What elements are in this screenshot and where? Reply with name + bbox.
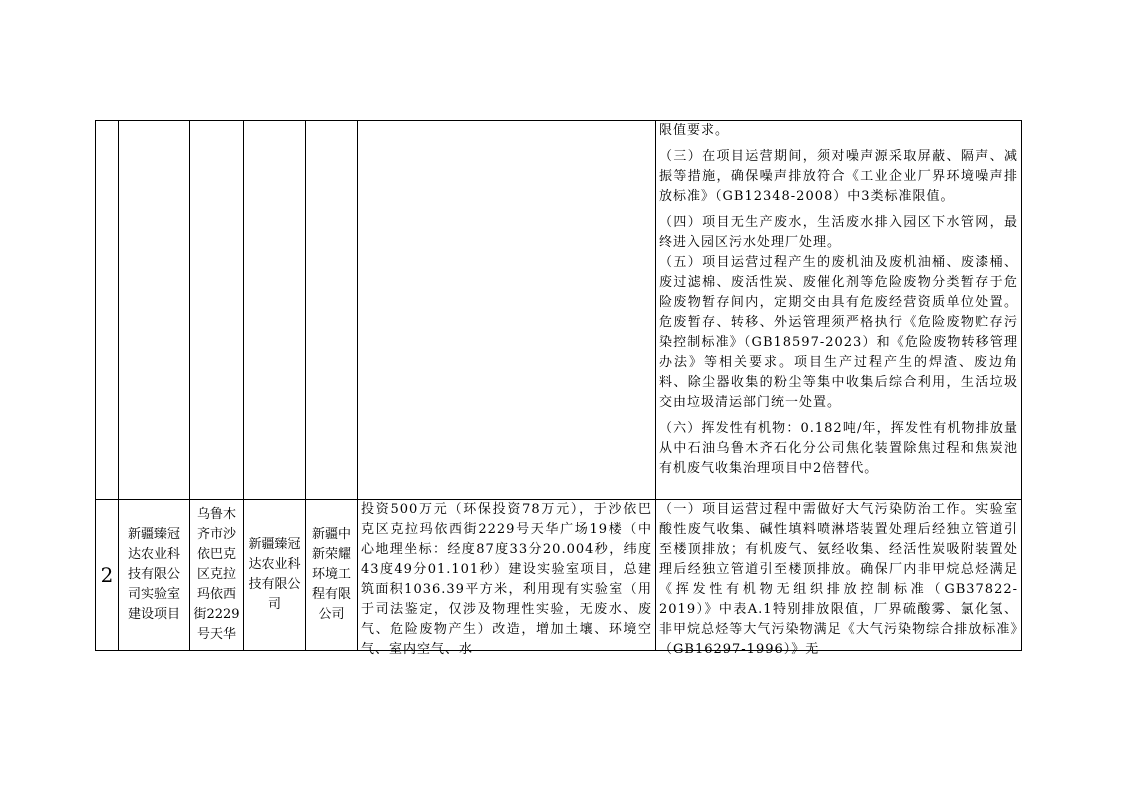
- eia-unit-name: 新疆中新荣耀环境工程有限公司: [311, 527, 351, 622]
- row1-builder-cell: [244, 121, 306, 500]
- project-overview: 投资500万元（环保投资78万元），于沙依巴克区克拉玛依西街2229号天华广场19楼（中心地理坐标：经度87度33分20.004秒，纬度43度49分01.101秒）建设实验室项目，总建筑面积1036.39平方米，利用现有实验室（用于司法鉴定，仅涉及物理性实验，无废水、废气、危险废物产生）改造，增加土壤、环境空气、室内空气、水: [361, 502, 652, 657]
- project-name: 新疆臻冠达农业科技有限公司实验室建设项目: [127, 527, 180, 622]
- table-row: [96, 121, 1022, 500]
- measures-text: （一）项目运营过程中需做好大气污染防治工作。实验室酸性废气收集、碱性填料喷淋塔装置处理后经独立管道引至楼顶排放；有机废气、氨经收集、经活性炭吸附装置处理后经独立管道引至楼顶排放。确保厂内非甲烷总烃满足《挥发性有机物无组织排放控制标准（GB37822-2019）》中表A.1特别排放限值，厂界硫酸雾、氯化氢、非甲烷总烃等大气污染物满足《大气污染物综合排放标准》（GB16297-1996）》无: [659, 502, 1018, 657]
- eia-unit-cell: [306, 500, 358, 651]
- measure-paragraph: 限值要求。: [659, 123, 730, 138]
- row-number: 2: [96, 500, 119, 651]
- builder-cell: [244, 500, 306, 651]
- row1-eia-unit-cell: [306, 121, 358, 500]
- row1-location-cell: [190, 121, 244, 500]
- measure-paragraph: （六）挥发性有机物：0.182吨/年，挥发性有机物排放量从中石油乌鲁木齐石化分公司焦化装置除焦过程和焦炭池有机废气收集治理项目中2倍替代。: [659, 421, 1018, 476]
- measure-paragraph: （五）项目运营过程产生的废机油及废机油桶、废漆桶、废过滤棉、废活性炭、废催化剂等危险废物分类暂存于危险废物暂存间内，定期交由具有危废经营资质单位处置。危废暂存、转移、外运管理须严格执行《危险废物贮存污染控制标准》（GB18597-2023）和《危险废物转移管理办法》等相关要求。项目生产过程产生的焊渣、废边角料、除尘器收集的粉尘等集中收集后综合利用，生活垃圾交由垃圾清运部门统一处置。: [659, 255, 1018, 410]
- project-location: 乌鲁木齐市沙依巴克区克拉玛依西街2229号天华: [193, 507, 240, 642]
- measure-paragraph: （四）项目无生产废水，生活废水排入园区下水管网，最终进入园区污水处理厂处理。: [659, 215, 1018, 250]
- table-row: [96, 500, 1022, 651]
- measure-paragraph: （三）在项目运营期间，须对噪声源采取屏蔽、隔声、减振等措施，确保噪声排放符合《工业企业厂界环境噪声排放标准》（GB12348-2008）中3类标准限值。: [659, 149, 1018, 204]
- overview-cell: [358, 500, 656, 657]
- measures-cell: [656, 500, 1022, 657]
- approval-table: [95, 120, 1022, 657]
- row1-project-cell: [119, 121, 190, 500]
- location-cell: [190, 500, 244, 651]
- row1-overview-cell: [358, 121, 656, 500]
- builder-name: 新疆臻冠达农业科技有限公司: [248, 537, 301, 612]
- row1-measures-cell: [656, 121, 1022, 500]
- row1-no-cell: [96, 121, 119, 500]
- project-name-cell: [119, 500, 190, 651]
